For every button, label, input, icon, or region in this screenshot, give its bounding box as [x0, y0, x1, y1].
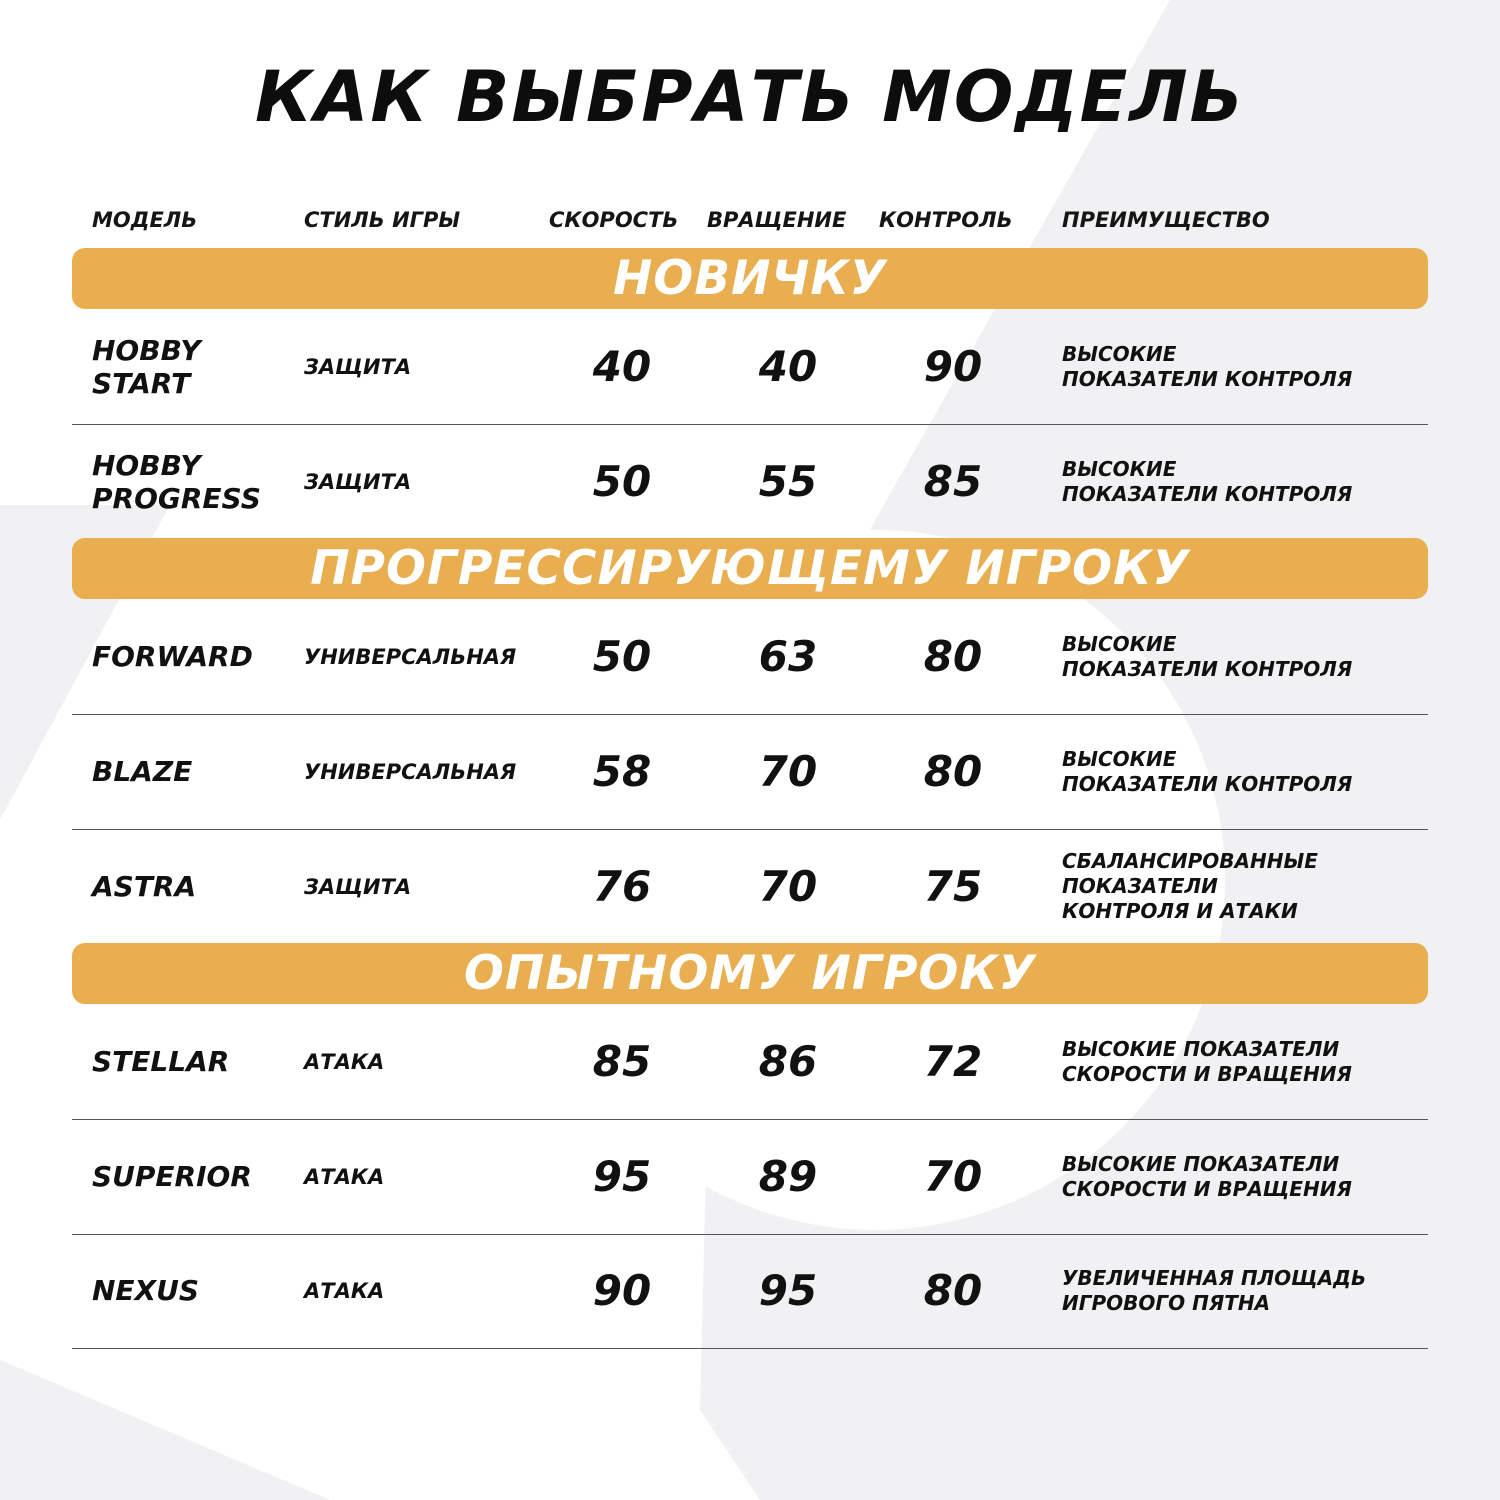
spin-value: 95 [758, 1266, 818, 1315]
model-name: SUPERIOR [92, 1160, 252, 1193]
header-speed: СКОРОСТЬ [549, 208, 679, 232]
control-value: 80 [923, 747, 983, 796]
spin-value: 70 [758, 862, 818, 911]
table-row [72, 714, 1428, 830]
speed-value: 50 [592, 457, 652, 506]
section-banner-progressing: ПРОГРЕССИРУЮЩЕМУ ИГРОКУ [72, 538, 1428, 599]
spin-value: 70 [758, 747, 818, 796]
advantage-text: УВЕЛИЧЕННАЯ ПЛОЩАДЬ ИГРОВОГО ПЯТНА [1062, 1265, 1367, 1315]
header-spin: ВРАЩЕНИЕ [707, 208, 847, 232]
model-name: HOBBY START [92, 333, 201, 400]
page-title: КАК ВЫБРАТЬ МОДЕЛЬ [255, 56, 1245, 138]
header-model: МОДЕЛЬ [92, 208, 198, 232]
play-style: АТАКА [304, 1049, 385, 1074]
advantage-text: ВЫСОКИЕ ПОКАЗАТЕЛИ КОНТРОЛЯ [1062, 631, 1353, 681]
speed-value: 58 [592, 747, 652, 796]
speed-value: 40 [592, 342, 652, 391]
spin-value: 89 [758, 1152, 818, 1201]
speed-value: 50 [592, 632, 652, 681]
control-value: 85 [923, 457, 983, 506]
model-name: HOBBY PROGRESS [92, 448, 261, 515]
control-value: 75 [923, 862, 983, 911]
table-row [72, 309, 1428, 425]
advantage-text: ВЫСОКИЕ ПОКАЗАТЕЛИ КОНТРОЛЯ [1062, 746, 1353, 796]
spin-value: 63 [758, 632, 818, 681]
advantage-text: ВЫСОКИЕ ПОКАЗАТЕЛИ КОНТРОЛЯ [1062, 341, 1353, 391]
spin-value: 55 [758, 457, 818, 506]
table-row [72, 1004, 1428, 1120]
control-value: 70 [923, 1152, 983, 1201]
control-value: 80 [923, 632, 983, 681]
control-value: 90 [923, 342, 983, 391]
play-style: УНИВЕРСАЛЬНАЯ [304, 759, 517, 784]
model-name: FORWARD [92, 640, 253, 673]
model-name: STELLAR [92, 1045, 230, 1078]
model-name: ASTRA [92, 870, 197, 903]
header-advantage: ПРЕИМУЩЕСТВО [1062, 208, 1270, 232]
header-style: СТИЛЬ ИГРЫ [304, 208, 461, 232]
spin-value: 86 [758, 1037, 818, 1086]
model-name: NEXUS [92, 1274, 200, 1307]
table-row [72, 1233, 1428, 1349]
advantage-text: ВЫСОКИЕ ПОКАЗАТЕЛИ СКОРОСТИ И ВРАЩЕНИЯ [1062, 1151, 1352, 1201]
play-style: УНИВЕРСАЛЬНАЯ [304, 644, 517, 669]
advantage-text: ВЫСОКИЕ ПОКАЗАТЕЛИ КОНТРОЛЯ [1062, 456, 1353, 506]
section-banner-beginner: НОВИЧКУ [72, 248, 1428, 309]
advantage-text: ВЫСОКИЕ ПОКАЗАТЕЛИ СКОРОСТИ И ВРАЩЕНИЯ [1062, 1036, 1352, 1086]
speed-value: 90 [592, 1266, 652, 1315]
play-style: ЗАЩИТА [304, 469, 412, 494]
play-style: АТАКА [304, 1164, 385, 1189]
spin-value: 40 [758, 342, 818, 391]
model-name: BLAZE [92, 755, 193, 788]
header-control: КОНТРОЛЬ [879, 208, 1013, 232]
control-value: 72 [923, 1037, 983, 1086]
control-value: 80 [923, 1266, 983, 1315]
play-style: ЗАЩИТА [304, 354, 412, 379]
table-row [72, 424, 1428, 539]
speed-value: 76 [592, 862, 652, 911]
speed-value: 95 [592, 1152, 652, 1201]
table-row [72, 829, 1428, 944]
section-banner-experienced: ОПЫТНОМУ ИГРОКУ [72, 943, 1428, 1004]
table-row [72, 599, 1428, 715]
play-style: АТАКА [304, 1278, 385, 1303]
advantage-text: СБАЛАНСИРОВАННЫЕ ПОКАЗАТЕЛИ КОНТРОЛЯ И АТАКИ [1062, 849, 1318, 923]
play-style: ЗАЩИТА [304, 874, 412, 899]
table-row [72, 1119, 1428, 1235]
speed-value: 85 [592, 1037, 652, 1086]
